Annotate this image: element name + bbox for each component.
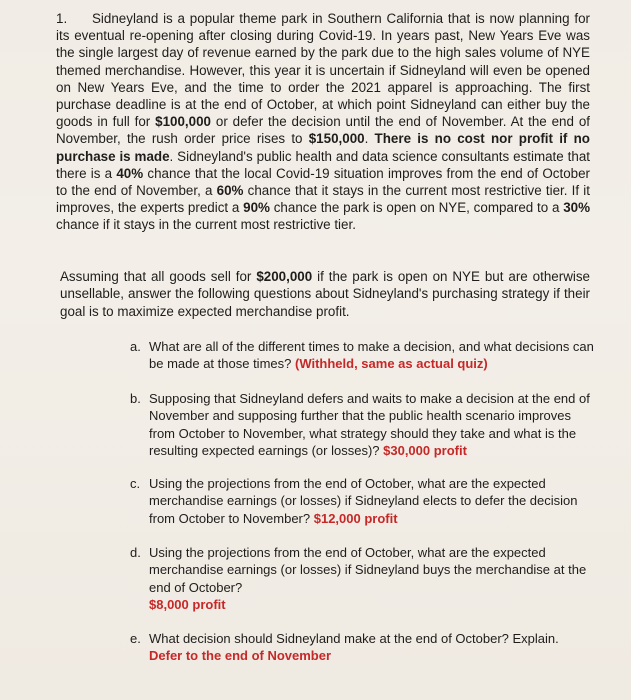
buy-price-october: $100,000 — [155, 114, 211, 130]
no-purchase-note: There is no cost nor profit if no purchase is made — [56, 131, 590, 164]
problem-text-8: chance if it stays in the current most restrictive tier. — [56, 217, 356, 233]
question-text: What decision should Sidneyland make at the end of October? Explain. — [149, 631, 559, 646]
question-answer: $12,000 profit — [313, 510, 398, 526]
assumption-text-2: if the park is open on NYE but are otherwise unsellable, answer the following questions about Sidneyland's purchasing strategy if their goal is to maximize expected merchandise profit. — [60, 269, 590, 319]
question-letter: d. — [130, 545, 141, 560]
problem-text-1: Sidneyland is a popular theme park in Southern California that is now planning for its eventual re-opening after closing during Covid-19. In years past, New Years Eve was the single largest day of revenue earned by the park due to the high sales volume of NYE themed merchandise. However, this year it is uncertain if Sidneyland will even be opened on New Years Eve, and the time to order the 2021 apparel is approaching. The first purchase deadline is at the end of October, at which point Sidneyland can either buy the goods in full for — [56, 11, 590, 130]
question-letter: b. — [130, 391, 141, 406]
question-answer: $30,000 profit — [383, 443, 467, 459]
problem-text-2: or defer the decision until the end of November. At the end of November, the rush order price rises to — [56, 114, 590, 147]
question-text: What are all of the different times to make a decision, and what decisions can be made at those times? — [149, 339, 594, 372]
assumption-text-1: Assuming that all goods sell for — [60, 269, 257, 284]
open-if-stays-probability: 30% — [563, 200, 590, 216]
question-answer: Defer to the end of November — [149, 648, 332, 664]
question-letter: c. — [130, 476, 141, 491]
problem-text-3: . — [364, 131, 375, 147]
question-e — [130, 630, 600, 665]
buy-price-november: $150,000 — [308, 131, 365, 147]
question-letter: e. — [130, 631, 141, 646]
problem-text-7: chance the park is open on NYE, compared to a — [269, 200, 564, 216]
question-text: Using the projections from the end of October, what are the expected merchandise earnings (or losses) if Sidneyland buys the merchandise at the end of October? — [149, 545, 587, 595]
question-d — [130, 544, 600, 614]
problem-number: 1. — [56, 11, 68, 26]
question-text: Using the projections from the end of October, what are the expected merchandise earnings (or losses) if Sidneyland elects to defer the decision from October to November? — [149, 476, 578, 526]
question-answer: $8,000 profit — [149, 597, 226, 613]
open-if-improves-probability: 90% — [243, 200, 270, 216]
improve-probability: 40% — [116, 165, 144, 181]
assumption-paragraph — [60, 268, 590, 320]
question-b — [130, 390, 600, 460]
problem-text-4: . Sidneyland's public health and data science consultants estimate that there is a — [56, 148, 590, 181]
question-a — [130, 338, 600, 373]
stay-probability: 60% — [216, 183, 244, 199]
sale-value: $200,000 — [256, 269, 313, 284]
question-letter: a. — [130, 339, 141, 354]
problem-statement — [56, 10, 590, 234]
problem-text-5: chance that the local Covid-19 situation improves from the end of October to the end of November, a — [56, 165, 590, 199]
question-answer: (Withheld, same as actual quiz) — [294, 356, 488, 372]
problem-text-6: chance that it stays in the current most restrictive tier. If it improves, the experts predict a — [56, 183, 590, 216]
question-c — [130, 475, 600, 527]
question-text: Supposing that Sidneyland defers and waits to make a decision at the end of November and supposing further that the public health scenario improves from October to November, what strategy should they take and what is the resulting expected earnings (or losses)? — [149, 391, 590, 459]
